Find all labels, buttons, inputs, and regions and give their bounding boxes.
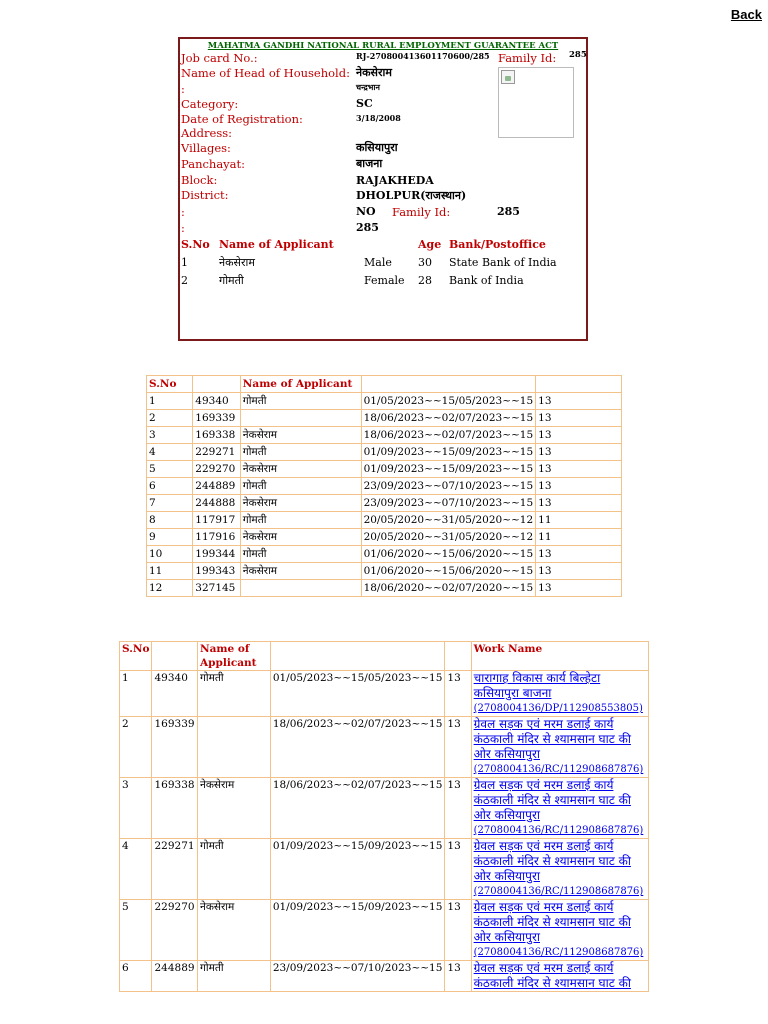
cell-id: 244889 <box>193 478 241 495</box>
cell-name: गोमती <box>198 961 271 992</box>
job-card-title: MAHATMA GANDHI NATIONAL RURAL EMPLOYMENT GUARANTEE ACT <box>207 41 559 51</box>
cell-sno: 3 <box>147 427 193 444</box>
table-row <box>147 461 622 478</box>
cell-name <box>198 717 271 778</box>
cell-id: 229270 <box>193 461 241 478</box>
jc-value-registration-date: 3/18/2008 <box>356 113 401 123</box>
cell-period: 01/06/2020~~15/06/2020~~15 <box>361 563 536 580</box>
cell-id: 229271 <box>193 444 241 461</box>
cell-name: गोमती <box>198 671 271 717</box>
applicant-bank: Bank of India <box>449 274 524 287</box>
cell-sno: 10 <box>147 546 193 563</box>
cell-name: गोमती <box>240 478 361 495</box>
table-header-row <box>120 642 649 671</box>
table-row <box>147 478 622 495</box>
cell-days: 13 <box>445 839 471 900</box>
cell-sno: 5 <box>147 461 193 478</box>
applicant-sno: 2 <box>181 274 188 287</box>
cell-id: 229270 <box>152 900 198 961</box>
cell-period: 18/06/2020~~02/07/2020~~15 <box>361 580 536 597</box>
cell-days: 11 <box>536 529 622 546</box>
cell-work-name <box>471 961 648 992</box>
cell-sno: 7 <box>147 495 193 512</box>
family-id-value-2: 285 <box>497 205 520 218</box>
jc-label-address: Address: <box>181 126 233 140</box>
cell-days: 13 <box>445 778 471 839</box>
cell-id: 169339 <box>193 410 241 427</box>
header-name: Name of Applicant <box>198 642 271 671</box>
cell-work-name <box>471 778 648 839</box>
cell-id: 169338 <box>152 778 198 839</box>
cell-sno: 12 <box>147 580 193 597</box>
cell-sno: 11 <box>147 563 193 580</box>
jc-label-head-of-household: Name of Head of Household: <box>181 66 350 80</box>
header-name: Name of Applicant <box>240 376 361 393</box>
jc-value-panchayat: बाजना <box>356 157 383 170</box>
header-sno: S.No <box>147 376 193 393</box>
table-header-row <box>147 376 622 393</box>
job-card <box>178 37 588 341</box>
jc-label-father: : <box>181 82 185 96</box>
table-row <box>147 546 622 563</box>
cell-period: 01/09/2023~~15/09/2023~~15 <box>270 839 445 900</box>
jc-label-registration-date: Date of Registration: <box>181 112 303 126</box>
applicants-header-name: Name of Applicant <box>219 238 334 251</box>
cell-sno: 2 <box>120 717 152 778</box>
cell-sno: 1 <box>120 671 152 717</box>
table-row <box>120 900 649 961</box>
cell-days: 13 <box>536 393 622 410</box>
cell-period: 18/06/2023~~02/07/2023~~15 <box>270 717 445 778</box>
jc-label-panchayat: Panchayat: <box>181 157 246 171</box>
cell-name: नेकसेराम <box>198 778 271 839</box>
cell-name: गोमती <box>240 512 361 529</box>
work-code-link[interactable]: (2708004136/RC/112908687876) <box>473 947 644 958</box>
cell-name: नेकसेराम <box>240 427 361 444</box>
cell-work-name <box>471 900 648 961</box>
applicants-header-age: Age <box>418 238 442 251</box>
table-row <box>120 671 649 717</box>
cell-days: 13 <box>536 461 622 478</box>
applicant-sno: 1 <box>181 256 188 269</box>
cell-period: 01/09/2023~~15/09/2023~~15 <box>270 900 445 961</box>
header-id <box>193 376 241 393</box>
jc-label-villages: Villages: <box>181 141 231 155</box>
table-row <box>147 444 622 461</box>
table-row <box>120 961 649 992</box>
cell-period: 20/05/2020~~31/05/2020~~12 <box>361 512 536 529</box>
table-row <box>147 393 622 410</box>
cell-name <box>240 580 361 597</box>
work-demand-table-body <box>147 376 622 597</box>
family-id-value: 285 <box>569 50 587 60</box>
cell-name: नेकसेराम <box>240 529 361 546</box>
cell-days: 13 <box>536 546 622 563</box>
cell-id: 49340 <box>152 671 198 717</box>
cell-period: 18/06/2023~~02/07/2023~~15 <box>361 410 536 427</box>
cell-name: गोमती <box>198 839 271 900</box>
applicant-name: नेकसेराम <box>219 256 255 269</box>
table-row <box>147 410 622 427</box>
cell-days: 13 <box>536 580 622 597</box>
cell-id: 169338 <box>193 427 241 444</box>
cell-period: 20/05/2020~~31/05/2020~~12 <box>361 529 536 546</box>
cell-period: 18/06/2023~~02/07/2023~~15 <box>361 427 536 444</box>
table-row <box>147 563 622 580</box>
cell-days: 13 <box>445 671 471 717</box>
jc-value-villages: कसियापुरा <box>356 141 398 154</box>
cell-name <box>240 410 361 427</box>
cell-sno: 1 <box>147 393 193 410</box>
family-id-label: Family Id: <box>498 51 557 65</box>
cell-id: 117917 <box>193 512 241 529</box>
cell-period: 01/09/2023~~15/09/2023~~15 <box>361 444 536 461</box>
cell-sno: 6 <box>120 961 152 992</box>
jc-value-family-id-row: 285 <box>356 221 379 234</box>
cell-sno: 4 <box>120 839 152 900</box>
back-link[interactable]: Back <box>730 7 762 22</box>
cell-name: नेकसेराम <box>240 563 361 580</box>
cell-work-name <box>471 717 648 778</box>
applicant-age: 28 <box>418 274 432 287</box>
cell-id: 327145 <box>193 580 241 597</box>
cell-name: नेकसेराम <box>240 461 361 478</box>
work-allocation-table <box>119 641 649 992</box>
family-id-label-2: Family Id: <box>392 205 451 219</box>
header-work-name: Work Name <box>471 642 648 671</box>
cell-days: 11 <box>536 512 622 529</box>
cell-id: 199344 <box>193 546 241 563</box>
cell-period: 23/09/2023~~07/10/2023~~15 <box>361 478 536 495</box>
cell-id: 244889 <box>152 961 198 992</box>
applicant-name: गोमती <box>219 274 244 287</box>
table-row <box>147 580 622 597</box>
jc-label-block: Block: <box>181 173 218 187</box>
work-allocation-table-body <box>120 642 649 992</box>
cell-id: 169339 <box>152 717 198 778</box>
table-row <box>120 839 649 900</box>
table-row <box>147 512 622 529</box>
cell-days: 13 <box>445 900 471 961</box>
work-name-link[interactable]: चारागाह विकास कार्य बिल्हेटा कसियापुरा बाजना <box>473 671 601 700</box>
table-row <box>147 495 622 512</box>
jc-value-bpl: NO <box>356 205 376 218</box>
cell-sno: 8 <box>147 512 193 529</box>
work-code-link[interactable]: (2708004136/DP/112908553805) <box>473 703 643 714</box>
cell-sno: 4 <box>147 444 193 461</box>
jc-value-district: DHOLPUR(राजस्थान) <box>356 189 467 202</box>
cell-name: गोमती <box>240 546 361 563</box>
table-row <box>147 529 622 546</box>
cell-sno: 2 <box>147 410 193 427</box>
jc-label-family-id-row: : <box>181 221 185 235</box>
jc-label-category: Category: <box>181 97 239 111</box>
applicant-photo <box>498 67 574 138</box>
applicant-gender: Female <box>364 274 405 287</box>
cell-work-name <box>471 671 648 717</box>
work-code-link[interactable]: (2708004136/RC/112908687876) <box>473 764 644 775</box>
header-period <box>270 642 445 671</box>
cell-sno: 5 <box>120 900 152 961</box>
cell-period: 01/05/2023~~15/05/2023~~15 <box>270 671 445 717</box>
header-sno: S.No <box>120 642 152 671</box>
cell-days: 13 <box>536 495 622 512</box>
table-row <box>120 778 649 839</box>
work-name-link[interactable]: ग्रेवल सड़क एवं मरम डलाई कार्य कंठकाली मंदिर से श्यामसान घाट की ओर कसियापुरा <box>473 839 631 883</box>
cell-id: 49340 <box>193 393 241 410</box>
cell-period: 01/06/2020~~15/06/2020~~15 <box>361 546 536 563</box>
jc-value-block: RAJAKHEDA <box>356 174 434 187</box>
cell-days: 13 <box>536 444 622 461</box>
cell-period: 18/06/2023~~02/07/2023~~15 <box>270 778 445 839</box>
cell-id: 244888 <box>193 495 241 512</box>
applicant-bank: State Bank of India <box>449 256 557 269</box>
cell-days: 13 <box>445 717 471 778</box>
cell-id: 117916 <box>193 529 241 546</box>
cell-sno: 6 <box>147 478 193 495</box>
cell-days: 13 <box>536 410 622 427</box>
cell-sno: 9 <box>147 529 193 546</box>
jc-value-head-of-household: नेकसेराम <box>356 66 392 79</box>
work-demand-table <box>146 375 622 597</box>
broken-image-icon <box>501 70 515 84</box>
cell-days: 13 <box>445 961 471 992</box>
applicants-header-bank: Bank/Postoffice <box>449 238 546 251</box>
cell-period: 01/09/2023~~15/09/2023~~15 <box>361 461 536 478</box>
cell-period: 01/05/2023~~15/05/2023~~15 <box>361 393 536 410</box>
header-days <box>536 376 622 393</box>
work-name-link[interactable]: ग्रेवल सड़क एवं मरम डलाई कार्य कंठकाली मंदिर से श्यामसान घाट की ओर कसियापुरा <box>473 717 631 761</box>
work-code-link[interactable]: (2708004136/RC/112908687876) <box>473 825 644 836</box>
work-name-link[interactable]: ग्रेवल सड़क एवं मरम डलाई कार्य कंठकाली मंदिर से श्यामसान घाट की <box>473 961 631 990</box>
cell-days: 13 <box>536 478 622 495</box>
cell-id: 199343 <box>193 563 241 580</box>
jc-value-job-card-no: RJ-270800413601170600/285 <box>356 51 490 61</box>
cell-name: नेकसेराम <box>198 900 271 961</box>
cell-period: 23/09/2023~~07/10/2023~~15 <box>270 961 445 992</box>
jc-value-father: चन्द्रभान <box>356 82 380 92</box>
header-period <box>361 376 536 393</box>
cell-sno: 3 <box>120 778 152 839</box>
cell-days: 13 <box>536 563 622 580</box>
work-name-link[interactable]: ग्रेवल सड़क एवं मरम डलाई कार्य कंठकाली मंदिर से श्यामसान घाट की ओर कसियापुरा <box>473 900 631 944</box>
cell-period: 23/09/2023~~07/10/2023~~15 <box>361 495 536 512</box>
header-days <box>445 642 471 671</box>
cell-days: 13 <box>536 427 622 444</box>
applicant-age: 30 <box>418 256 432 269</box>
work-code-link[interactable]: (2708004136/RC/112908687876) <box>473 886 644 897</box>
table-row <box>120 717 649 778</box>
applicants-header-sno: S.No <box>181 238 210 251</box>
cell-work-name <box>471 839 648 900</box>
work-name-link[interactable]: ग्रेवल सड़क एवं मरम डलाई कार्य कंठकाली मंदिर से श्यामसान घाट की ओर कसियापुरा <box>473 778 631 822</box>
cell-name: गोमती <box>240 393 361 410</box>
jc-label-job-card-no: Job card No.: <box>181 51 258 65</box>
cell-id: 229271 <box>152 839 198 900</box>
jc-label-bpl: : <box>181 205 185 219</box>
cell-name: गोमती <box>240 444 361 461</box>
applicant-gender: Male <box>364 256 392 269</box>
jc-label-district: District: <box>181 188 229 202</box>
table-row <box>147 427 622 444</box>
cell-name: नेकसेराम <box>240 495 361 512</box>
jc-value-category: SC <box>356 97 373 110</box>
header-id <box>152 642 198 671</box>
